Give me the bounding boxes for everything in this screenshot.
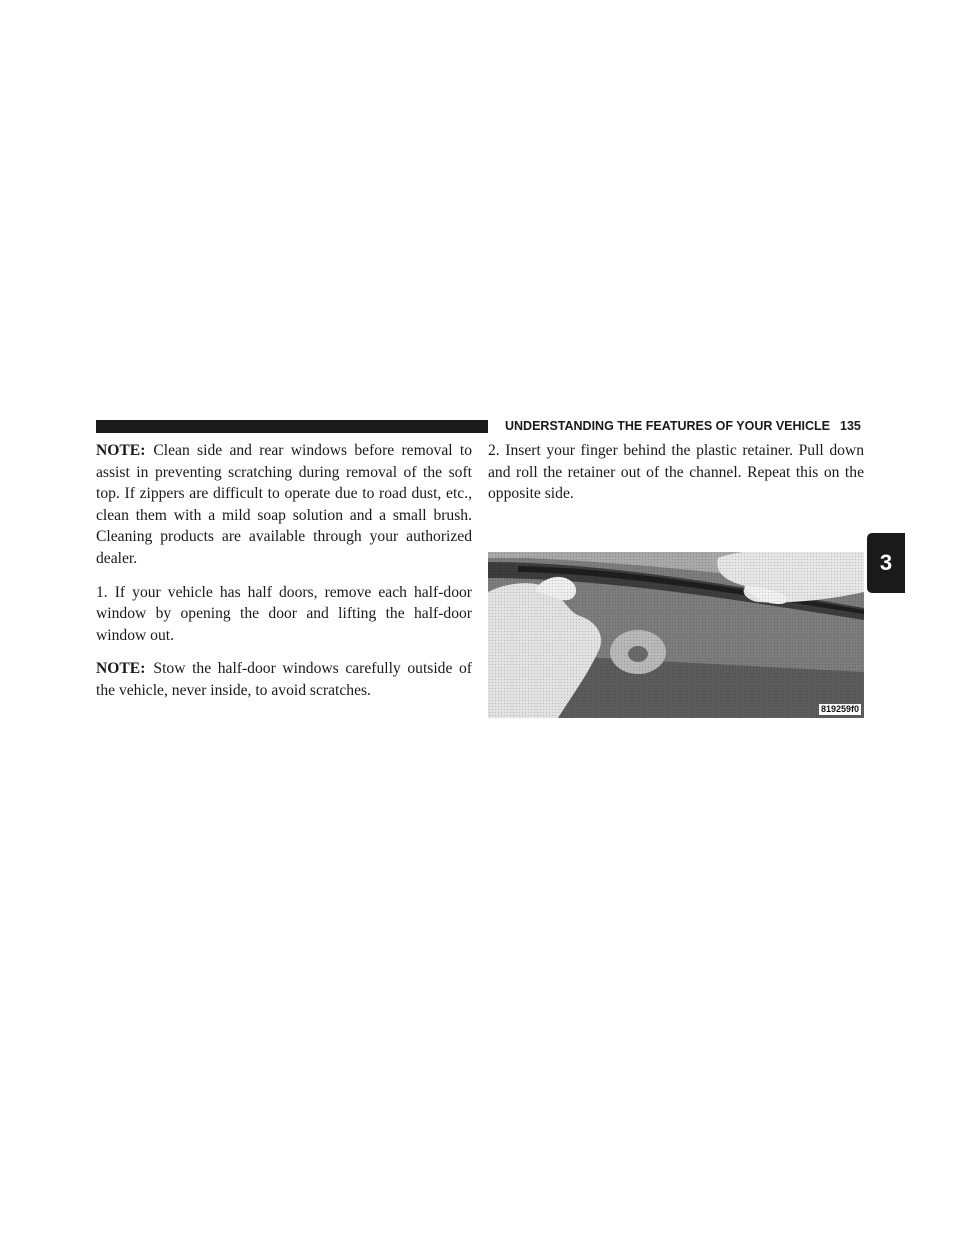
note-paragraph-2 (96, 658, 472, 701)
page-number: 135 (840, 419, 861, 433)
note-label-2: NOTE: (96, 660, 146, 678)
step-2-paragraph: 2. Insert your finger behind the plastic retainer. Pull down and roll the retainer out of the channel. Repeat this on the opposite side. (488, 442, 864, 503)
section-title: UNDERSTANDING THE FEATURES OF YOUR VEHICLE (505, 419, 831, 433)
left-column (96, 440, 472, 714)
note-text: Clean side and rear windows before removal to assist in preventing scratching during removal of the soft top. If zippers are difficult to operate due to road dust, etc., clean them with a mild soap solution and a small brush. Cleaning products are available through your authorized dealer. (96, 442, 472, 567)
photo-illustration (488, 552, 864, 718)
chapter-tab: 3 (867, 533, 905, 593)
note-text-2: Stow the half-door windows carefully outside of the vehicle, never inside, to avoid scratches. (96, 660, 472, 699)
running-header (505, 417, 865, 435)
halftone-texture (488, 552, 864, 718)
note-paragraph (96, 440, 472, 570)
figure-code: 819259f0 (820, 704, 859, 714)
note-label: NOTE: (96, 442, 146, 459)
right-column (488, 440, 864, 517)
retainer-removal-photo (488, 552, 864, 718)
step-1-paragraph: 1. If your vehicle has half doors, remove each half-door window by opening the door and lifting the half-door window out. (96, 583, 472, 644)
header-rule-bar (96, 420, 488, 433)
